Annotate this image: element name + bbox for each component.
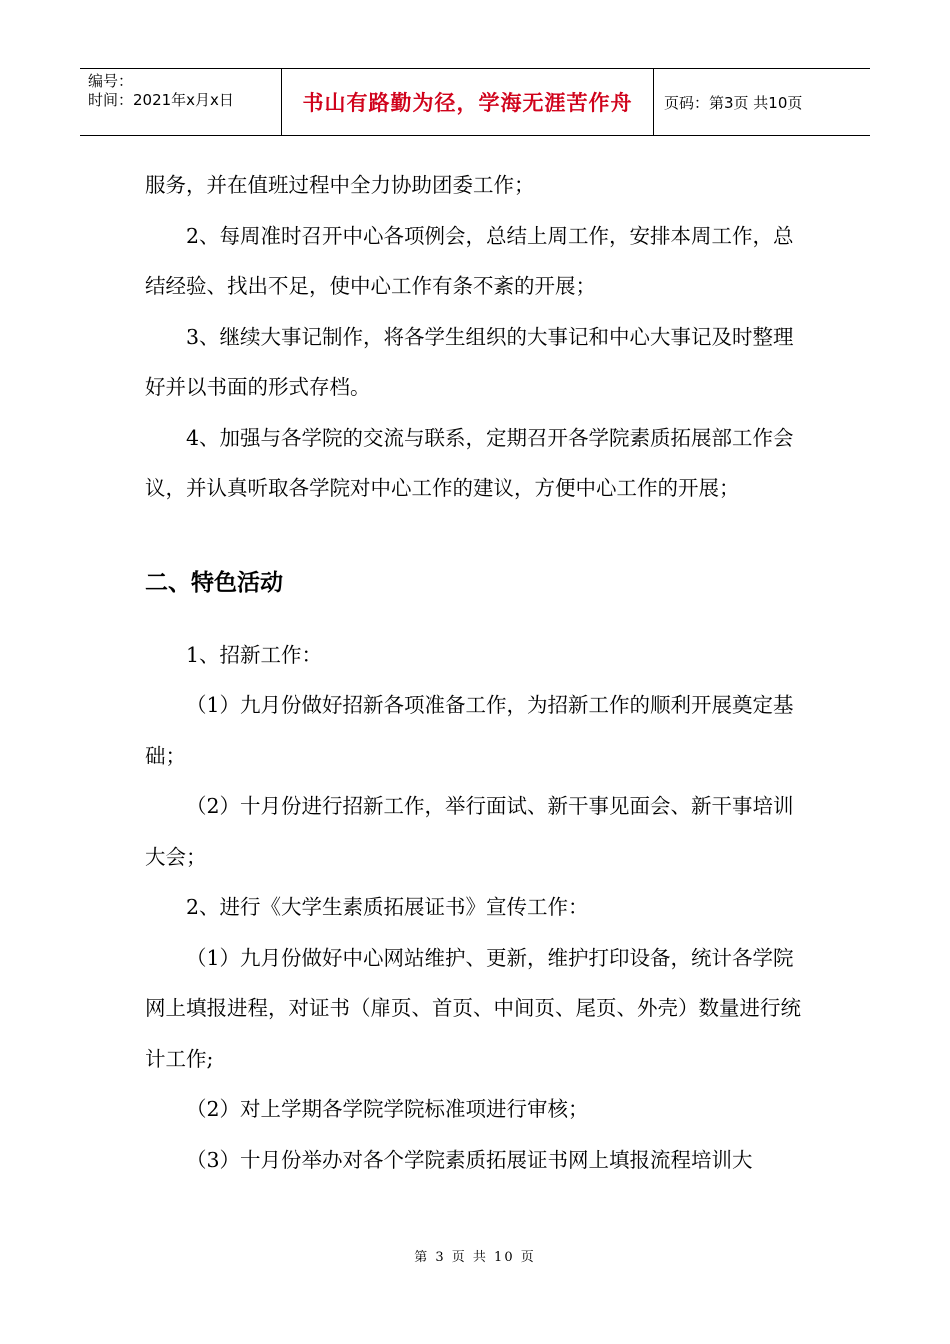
document-number-label: 编号：	[88, 72, 134, 90]
section-heading: 二、特色活动	[145, 569, 283, 596]
paragraph: 2、进行《大学生素质拓展证书》宣传工作：	[186, 895, 589, 919]
paragraph: （2）十月份进行招新工作，举行面试、新干事见面会、新干事培训大会；	[145, 794, 794, 869]
page-header	[80, 68, 870, 136]
paragraph: （1）九月份做好招新各项准备工作，为招新工作的顺利开展奠定基础；	[145, 693, 794, 768]
page-footer: 第 3 页 共 10 页	[414, 1250, 536, 1265]
paragraph: 4、加强与各学院的交流与联系，定期召开各学院素质拓展部工作会议，并认真听取各学院对中心工作的建议，方便中心工作的开展；	[145, 425, 794, 500]
paragraph: 3、继续大事记制作，将各学生组织的大事记和中心大事记及时整理好并以书面的形式存档。	[145, 324, 794, 399]
document-date: 时间：2021年x月x日	[88, 91, 234, 109]
paragraph: （1）九月份做好中心网站维护、更新，维护打印设备，统计各学院网上填报进程，对证书（扉页、首页、中间页、尾页、外壳）数量进行统计工作;	[145, 945, 801, 1071]
paragraph: 2、每周准时召开中心各项例会，总结上周工作，安排本周工作，总结经验、找出不足，使中心工作有条不紊的开展；	[145, 223, 794, 298]
document-body	[145, 160, 810, 1185]
header-meta	[80, 69, 282, 135]
paragraph: 1、招新工作：	[186, 642, 323, 667]
header-page-info: 页码：第3页 共10页	[664, 93, 803, 112]
paragraph: （2）对上学期各学院学院标准项进行审核；	[186, 1097, 589, 1121]
paragraph: 服务，并在值班过程中全力协助团委工作；	[145, 173, 535, 197]
paragraph: （3）十月份举办对各个学院素质拓展证书网上填报流程培训大	[186, 1147, 753, 1172]
header-motto: 书山有路勤为径，学海无涯苦作舟	[282, 69, 654, 135]
